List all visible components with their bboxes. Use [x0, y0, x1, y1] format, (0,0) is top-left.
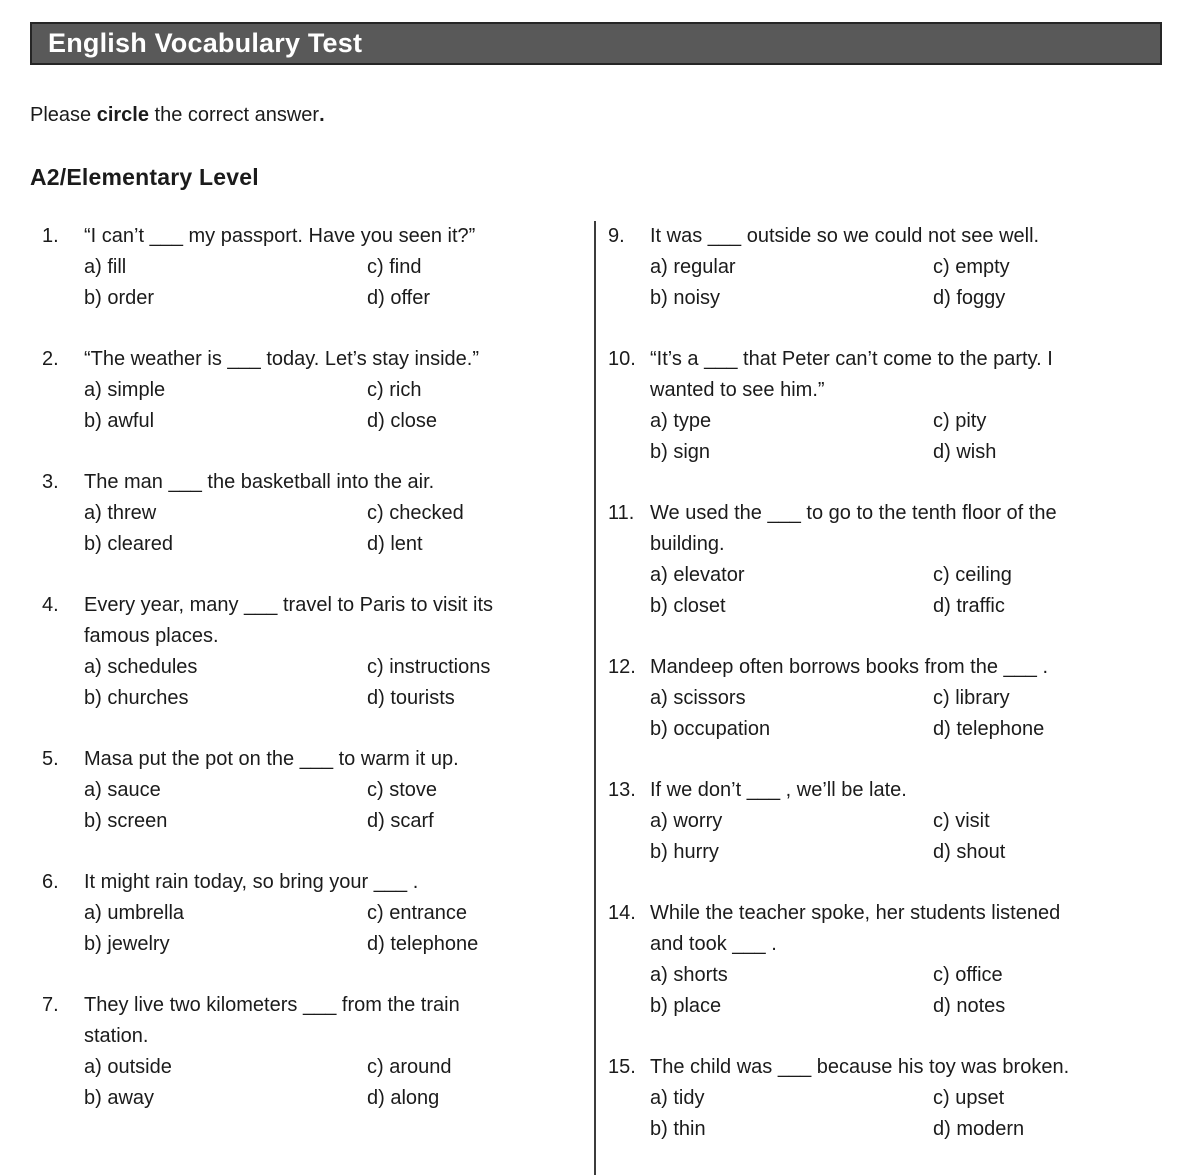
option-d: d) offer — [367, 287, 430, 309]
question — [42, 221, 554, 314]
option-b: b) place — [650, 995, 722, 1017]
question — [608, 898, 1148, 1022]
option-c: c) pity — [933, 410, 987, 432]
document-title-bar — [30, 22, 1162, 65]
question — [42, 867, 554, 960]
instructions-prefix: Please — [30, 104, 97, 126]
option-c: c) library — [933, 687, 1010, 709]
option-c: c) empty — [933, 256, 1010, 278]
option-a: a) simple — [84, 379, 166, 401]
question — [608, 1052, 1148, 1145]
option-c: c) entrance — [367, 902, 468, 924]
question-body — [650, 898, 1148, 1022]
option-a: a) sauce — [84, 779, 161, 801]
instructions-text — [30, 103, 1200, 128]
question-text — [650, 898, 1148, 960]
instructions-bold-word: circle — [96, 104, 149, 126]
option-a: a) schedules — [84, 656, 198, 678]
question-line: The man ___ the basketball into the air. — [84, 471, 435, 493]
question-number: 14. — [608, 902, 636, 924]
question-line: Every year, many ___ travel to Paris to visit its — [84, 594, 494, 616]
question-body — [84, 221, 554, 314]
option-c: c) visit — [933, 810, 990, 832]
questions-left-column — [42, 221, 596, 1175]
option-c: c) find — [367, 256, 422, 278]
question-body — [84, 990, 554, 1114]
option-d: d) tourists — [367, 687, 455, 709]
question-number: 10. — [608, 348, 636, 370]
question-text — [650, 221, 1148, 252]
question-number: 3. — [42, 471, 59, 493]
option-d: d) close — [367, 410, 438, 432]
question-options — [84, 375, 554, 437]
option-a: a) regular — [650, 256, 736, 278]
option-c: c) office — [933, 964, 1003, 986]
option-b: b) hurry — [650, 841, 719, 863]
question — [42, 344, 554, 437]
option-a: a) scissors — [650, 687, 746, 709]
option-a: a) outside — [84, 1056, 172, 1078]
option-c: c) around — [367, 1056, 452, 1078]
question-text — [650, 775, 1148, 806]
question-options — [650, 252, 1148, 314]
option-c: c) upset — [933, 1087, 1005, 1109]
question-line: “I can’t ___ my passport. Have you seen it?” — [84, 225, 476, 247]
question-body — [650, 498, 1148, 622]
question-options — [650, 960, 1148, 1022]
option-b: b) awful — [84, 410, 155, 432]
question-text — [84, 221, 554, 252]
question-body — [650, 344, 1148, 468]
question-text — [650, 652, 1148, 683]
question-number: 1. — [42, 225, 59, 247]
option-c: c) checked — [367, 502, 464, 524]
question-number: 7. — [42, 994, 59, 1016]
question-line: It might rain today, so bring your ___ . — [84, 871, 419, 893]
question-number: 11. — [608, 502, 635, 524]
question-line: “It’s a ___ that Peter can’t come to the party. I — [650, 348, 1053, 370]
instructions-middle: the correct answer — [148, 104, 320, 126]
option-a: a) threw — [84, 502, 157, 524]
option-a: a) umbrella — [84, 902, 185, 924]
option-d: d) lent — [367, 533, 423, 555]
document-title: English Vocabulary Test — [48, 28, 363, 58]
question — [608, 344, 1148, 468]
option-d: d) scarf — [367, 810, 434, 832]
question-line: Masa put the pot on the ___ to warm it up. — [84, 748, 459, 770]
option-a: a) fill — [84, 256, 127, 278]
question-text — [84, 990, 554, 1052]
question — [608, 498, 1148, 622]
question-line: wanted to see him.” — [650, 379, 825, 401]
option-d: d) foggy — [933, 287, 1006, 309]
question-number: 5. — [42, 748, 59, 770]
option-b: b) order — [84, 287, 155, 309]
question — [608, 652, 1148, 745]
question-line: If we don’t ___ , we’ll be late. — [650, 779, 907, 801]
question-number: 15. — [608, 1056, 636, 1078]
option-d: d) along — [367, 1087, 440, 1109]
option-b: b) occupation — [650, 718, 771, 740]
question-line: “The weather is ___ today. Let’s stay inside.” — [84, 348, 480, 370]
section-heading: A2/Elementary Level — [30, 164, 259, 190]
option-b: b) cleared — [84, 533, 173, 555]
question-options — [84, 652, 554, 714]
question-options — [650, 1083, 1148, 1145]
question-line: They live two kilometers ___ from the train — [84, 994, 460, 1016]
question-body — [84, 867, 554, 960]
document-page — [0, 22, 1200, 1151]
question-line: Mandeep often borrows books from the ___ . — [650, 656, 1049, 678]
option-d: d) notes — [933, 995, 1006, 1017]
question-options — [84, 252, 554, 314]
question-text — [650, 344, 1148, 406]
question-text — [84, 590, 554, 652]
question-options — [84, 498, 554, 560]
option-a: a) type — [650, 410, 712, 432]
question-line: station. — [84, 1025, 149, 1047]
question-body — [650, 775, 1148, 868]
option-d: d) telephone — [933, 718, 1045, 740]
question-text — [84, 344, 554, 375]
option-b: b) thin — [650, 1118, 706, 1140]
question-body — [84, 590, 554, 714]
option-b: b) screen — [84, 810, 168, 832]
option-c: c) instructions — [367, 656, 491, 678]
question-options — [650, 560, 1148, 622]
question-body — [84, 467, 554, 560]
question-body — [84, 344, 554, 437]
question-options — [84, 775, 554, 837]
question-body — [650, 1052, 1148, 1145]
option-d: d) telephone — [367, 933, 479, 955]
question-body — [84, 744, 554, 837]
option-b: b) closet — [650, 595, 726, 617]
question-line: We used the ___ to go to the tenth floor of the — [650, 502, 1057, 524]
question-body — [650, 652, 1148, 745]
question-number: 12. — [608, 656, 636, 678]
question-line: It was ___ outside so we could not see well. — [650, 225, 1040, 247]
question-options — [84, 1052, 554, 1114]
question-text — [650, 498, 1148, 560]
questions-area — [42, 221, 1170, 1175]
question-line: and took ___ . — [650, 933, 777, 955]
question-number: 4. — [42, 594, 59, 616]
option-b: b) noisy — [650, 287, 721, 309]
question-number: 9. — [608, 225, 625, 247]
option-c: c) stove — [367, 779, 438, 801]
option-b: b) jewelry — [84, 933, 170, 955]
option-d: d) wish — [933, 441, 997, 463]
option-b: b) churches — [84, 687, 189, 709]
question-options — [650, 806, 1148, 868]
question-number: 6. — [42, 871, 59, 893]
question-number: 13. — [608, 779, 636, 801]
question-text — [84, 467, 554, 498]
option-c: c) rich — [367, 379, 422, 401]
option-a: a) shorts — [650, 964, 728, 986]
question-body — [650, 221, 1148, 314]
question-text — [84, 744, 554, 775]
option-c: c) ceiling — [933, 564, 1012, 586]
option-a: a) elevator — [650, 564, 745, 586]
option-d: d) traffic — [933, 595, 1005, 617]
questions-right-column — [596, 221, 1148, 1175]
question-options — [650, 406, 1148, 468]
option-a: a) worry — [650, 810, 723, 832]
option-a: a) tidy — [650, 1087, 705, 1109]
question-text — [650, 1052, 1148, 1083]
question-number: 2. — [42, 348, 59, 370]
question — [42, 990, 554, 1114]
question — [42, 590, 554, 714]
instructions-period: . — [319, 104, 325, 126]
question — [608, 221, 1148, 314]
option-b: b) sign — [650, 441, 711, 463]
question-line: famous places. — [84, 625, 219, 647]
question — [608, 775, 1148, 868]
question — [42, 744, 554, 837]
question-options — [650, 683, 1148, 745]
question-line: While the teacher spoke, her students listened — [650, 902, 1061, 924]
question — [42, 467, 554, 560]
question-line: The child was ___ because his toy was broken. — [650, 1056, 1070, 1078]
question-options — [84, 898, 554, 960]
question-text — [84, 867, 554, 898]
option-d: d) shout — [933, 841, 1006, 863]
option-d: d) modern — [933, 1118, 1025, 1140]
question-line: building. — [650, 533, 725, 555]
option-b: b) away — [84, 1087, 155, 1109]
